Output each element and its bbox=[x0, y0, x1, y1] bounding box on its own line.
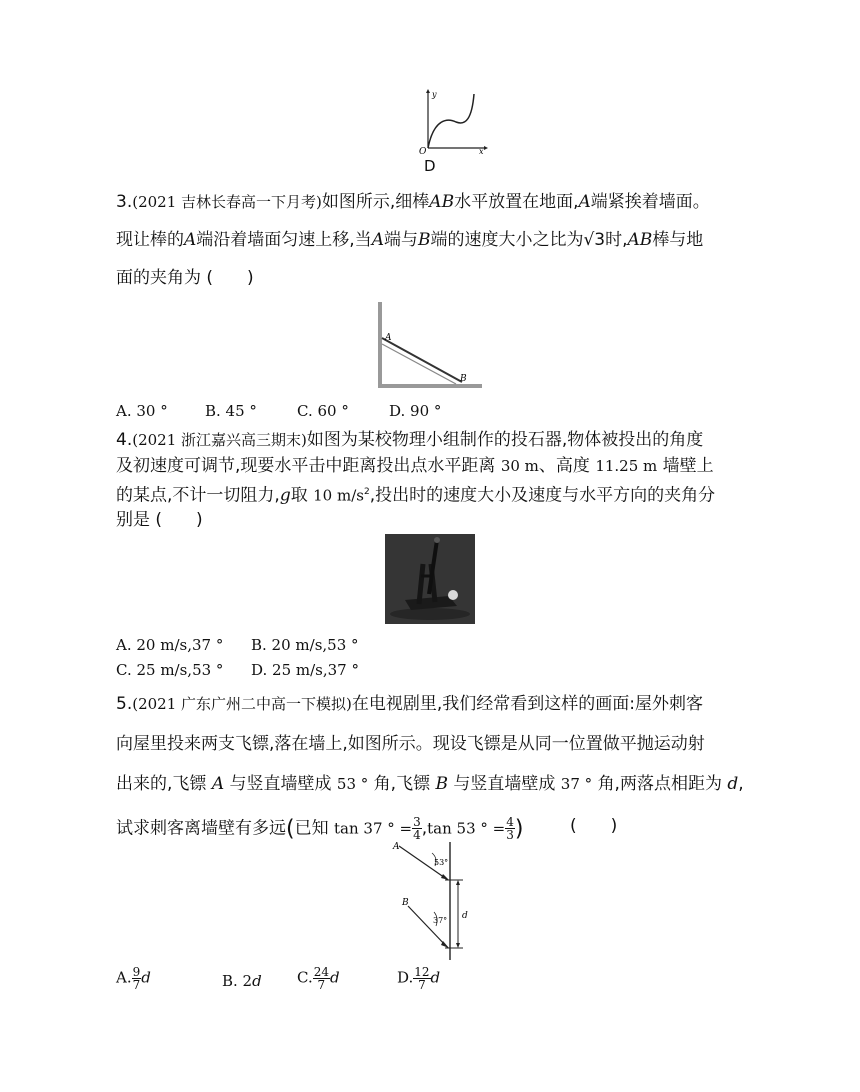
q5-option-a-var: d bbox=[141, 968, 151, 987]
q5-tan37-fraction bbox=[412, 816, 422, 841]
q3-figure-b: B bbox=[460, 374, 467, 384]
q3-text: 现让棒的 bbox=[116, 230, 184, 250]
q4-line1 bbox=[116, 430, 703, 450]
q5-text: 角,两落点相距为 bbox=[597, 774, 722, 794]
q3-option-a[interactable]: A. 30 ° bbox=[116, 402, 168, 420]
q5-option-c-label: C. bbox=[297, 968, 313, 987]
q3-text: 时, bbox=[605, 230, 628, 250]
q4-g-value: 10 m/s bbox=[313, 486, 364, 505]
figure-d bbox=[414, 88, 490, 154]
q4-option-c[interactable]: C. 25 m/s,53 ° bbox=[116, 661, 224, 679]
q5-text: 出来的,飞镖 bbox=[116, 774, 207, 794]
figure-d-y-label: y bbox=[432, 90, 437, 99]
q4-text: 如图为某校物理小组制作的投石器,物体被投出的角度 bbox=[306, 430, 704, 450]
q3-text: 棒与地 bbox=[652, 230, 704, 250]
q5-option-a-label: A. bbox=[116, 968, 132, 987]
q4-option-d[interactable]: D. 25 m/s,37 ° bbox=[251, 661, 359, 679]
q5-line3 bbox=[116, 774, 744, 794]
q5-text: 与竖直墙壁成 bbox=[229, 774, 332, 794]
q3-point-b: B bbox=[417, 230, 431, 250]
q5-figure-angle-53: 53° bbox=[434, 858, 449, 867]
q5-tan53-denominator: 3 bbox=[506, 828, 514, 842]
figure-d-graph bbox=[414, 88, 490, 154]
q5-line2: 向屋里投来两支飞镖,落在墙上,如图所示。现设飞镖是从同一位置做平抛运动射 bbox=[116, 734, 705, 754]
q3-text: 如图所示,细棒 bbox=[321, 192, 430, 212]
q4-source: (2021 浙江嘉兴高三期末) bbox=[132, 431, 307, 449]
q5-figure-a: A bbox=[393, 842, 400, 852]
q5-text: 在电视剧里,我们经常看到这样的画面:屋外刺客 bbox=[351, 694, 704, 714]
q5-option-a-fraction bbox=[132, 966, 142, 991]
q3-option-d[interactable]: D. 90 ° bbox=[389, 402, 442, 420]
q3-text: 端紧挨着墙面。 bbox=[590, 192, 710, 212]
q5-option-d-denominator: 7 bbox=[418, 978, 426, 992]
q4-number: 4. bbox=[116, 430, 133, 450]
q3-sqrt3: √3 bbox=[583, 230, 606, 250]
q3-point-a: A bbox=[578, 192, 591, 212]
q3-text: 端沿着墙面匀速上移,当 bbox=[196, 230, 372, 250]
q3-figure-svg bbox=[376, 302, 482, 390]
q5-answer-blank: ( ) bbox=[570, 816, 618, 836]
q5-option-d[interactable] bbox=[397, 966, 440, 991]
figure-d-origin: O bbox=[419, 147, 427, 154]
q5-figure-b: B bbox=[402, 898, 409, 908]
q5-text: 已知 bbox=[294, 818, 329, 839]
q5-figure-d: d bbox=[462, 911, 468, 921]
q3-line1 bbox=[116, 192, 710, 212]
q5-text: 与竖直墙壁成 bbox=[453, 774, 556, 794]
q5-tan37-numerator: 3 bbox=[413, 815, 421, 829]
q5-option-d-label: D. bbox=[397, 968, 414, 987]
q5-dart-b: B bbox=[435, 774, 448, 794]
q5-text: , bbox=[738, 774, 744, 794]
q3-source: (2021 吉林长春高一下月考) bbox=[132, 193, 322, 211]
q4-line3 bbox=[116, 482, 715, 506]
q5-option-b-var: d bbox=[252, 972, 262, 990]
q3-seg-ab: AB bbox=[627, 230, 653, 250]
q3-text: 端的速度大小之比为 bbox=[430, 230, 584, 250]
q5-option-c-var: d bbox=[330, 968, 340, 987]
q5-option-d-numerator: 12 bbox=[414, 965, 430, 979]
q5-d: d bbox=[727, 774, 739, 794]
q5-angle-53: 53 ° bbox=[336, 775, 369, 793]
q5-source: (2021 广东广州二中高一下模拟) bbox=[132, 695, 352, 713]
q4-g-exponent: 2 bbox=[363, 487, 370, 497]
q3-line3: 面的夹角为 ( ) bbox=[116, 268, 254, 288]
q4-text: 墙壁上 bbox=[662, 456, 714, 476]
q5-option-b-label: B. 2 bbox=[222, 972, 253, 990]
q3-text: 端与 bbox=[383, 230, 418, 250]
q5-option-c-denominator: 7 bbox=[317, 978, 326, 992]
q4-height: 11.25 m bbox=[595, 457, 658, 475]
q3-option-c[interactable]: C. 60 ° bbox=[297, 402, 349, 420]
q5-option-a[interactable] bbox=[116, 966, 151, 991]
q5-tan53-numerator: 4 bbox=[506, 815, 514, 829]
q5-figure bbox=[388, 840, 478, 962]
q3-figure-a: A bbox=[385, 333, 392, 343]
catapult-image bbox=[385, 534, 475, 624]
q5-angle-37: 37 ° bbox=[560, 775, 593, 793]
q3-option-b[interactable]: B. 45 ° bbox=[205, 402, 257, 420]
q5-option-c[interactable] bbox=[297, 966, 340, 991]
q3-point-a: A bbox=[184, 230, 197, 250]
q5-figure-angle-37: 37° bbox=[433, 916, 448, 925]
q5-line4: 试求刺客离墙壁有多远(已知 tan 37 ° = $\frac{3}{4}$ ,tan 53 ° = $\frac{4}{3}$ ) bbox=[116, 815, 524, 842]
q3-text: 水平放置在地面, bbox=[454, 192, 579, 212]
q5-paren-close: ) bbox=[514, 816, 524, 842]
q3-point-a: A bbox=[371, 230, 384, 250]
q3-seg-ab: AB bbox=[429, 192, 455, 212]
q5-option-a-numerator: 9 bbox=[132, 965, 141, 979]
q5-dart-a: A bbox=[211, 774, 225, 794]
q3-line2 bbox=[116, 230, 703, 250]
q4-text: 、高度 bbox=[538, 456, 590, 476]
q4-distance: 30 m bbox=[500, 457, 539, 475]
q5-number: 5. bbox=[116, 694, 133, 714]
q5-paren-open: ( bbox=[286, 816, 295, 842]
q3-number: 3. bbox=[116, 192, 133, 212]
q4-text: 取 bbox=[290, 485, 308, 506]
q4-line2 bbox=[116, 456, 714, 476]
q5-option-a-denominator: 7 bbox=[132, 978, 141, 992]
q4-option-b[interactable]: B. 20 m/s,53 ° bbox=[251, 636, 359, 654]
q3-figure bbox=[376, 302, 482, 390]
q5-tan37-denominator: 4 bbox=[413, 828, 421, 842]
q5-option-b[interactable] bbox=[222, 972, 262, 990]
q4-text: ,投出时的速度大小及速度与水平方向的夹角分 bbox=[369, 485, 716, 506]
q4-text: 及初速度可调节,现要水平击中距离投出点水平距离 bbox=[116, 456, 496, 476]
q5-line1 bbox=[116, 694, 703, 714]
figure-d-caption: D bbox=[424, 157, 436, 175]
q4-catapult-photo bbox=[385, 534, 475, 624]
q4-text: 的某点,不计一切阻力, bbox=[116, 485, 280, 506]
q5-option-d-fraction bbox=[413, 966, 430, 991]
q5-option-c-fraction bbox=[313, 966, 330, 991]
q5-option-d-var: d bbox=[430, 968, 441, 987]
q5-text: 试求刺客离墙壁有多远 bbox=[116, 818, 286, 839]
q4-option-a[interactable]: A. 20 m/s,37 ° bbox=[116, 636, 224, 654]
q5-tan53: tan 53 ° = bbox=[427, 819, 506, 838]
q5-text: 角,飞镖 bbox=[373, 774, 431, 794]
q5-tan37: tan 37 ° = bbox=[334, 819, 413, 838]
q5-option-c-numerator: 24 bbox=[313, 965, 329, 979]
q5-tan53-fraction bbox=[505, 816, 515, 841]
q4-g: g bbox=[279, 485, 291, 506]
figure-d-x-label: x bbox=[479, 147, 484, 154]
q4-line4: 别是 ( ) bbox=[116, 510, 203, 530]
q5-figure-svg bbox=[388, 840, 478, 962]
